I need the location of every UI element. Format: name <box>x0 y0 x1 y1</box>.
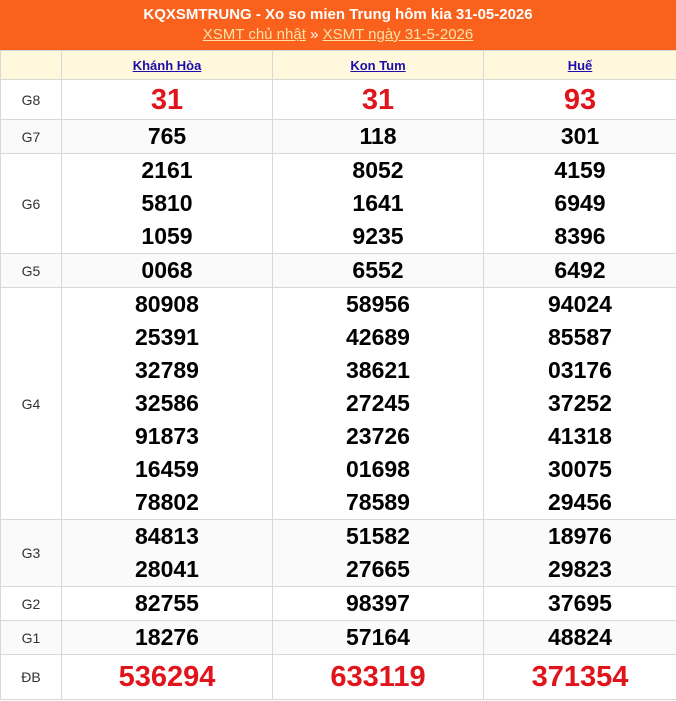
result-number: 94024 <box>548 291 612 317</box>
result-cell-hue <box>484 621 676 655</box>
result-number: 37252 <box>548 390 612 416</box>
result-cell-hue <box>484 120 676 154</box>
result-cell-khanh-hoa <box>62 655 273 700</box>
result-number: 51582 <box>346 523 410 549</box>
result-number: 5810 <box>141 190 193 216</box>
result-number: 4159 <box>554 157 606 183</box>
result-cell-khanh-hoa <box>62 587 273 621</box>
result-number: 27665 <box>346 556 410 582</box>
result-number: 31 <box>361 83 395 116</box>
result-number: 2161 <box>141 157 193 183</box>
result-cell-hue <box>484 655 676 700</box>
results-table <box>0 50 676 700</box>
result-number: 16459 <box>135 456 199 482</box>
prize-table-body <box>1 80 676 700</box>
result-number: 27245 <box>346 390 410 416</box>
result-cell-khanh-hoa <box>62 621 273 655</box>
result-cell-khanh-hoa <box>62 154 273 254</box>
result-number: 91873 <box>135 423 199 449</box>
province-link-kon-tum[interactable]: Kon Tum <box>350 57 406 73</box>
header-cell-hue <box>484 51 676 80</box>
prize-row-đb <box>1 655 676 700</box>
result-number: 01698 <box>346 456 410 482</box>
results-header <box>0 0 676 50</box>
prize-label: G6 <box>1 154 62 254</box>
result-cell-khanh-hoa <box>62 254 273 288</box>
result-number: 18976 <box>548 523 612 549</box>
result-number: 18276 <box>135 624 199 650</box>
result-cell-kon-tum <box>273 254 484 288</box>
result-cell-hue <box>484 520 676 587</box>
result-number: 118 <box>359 123 397 149</box>
result-cell-hue <box>484 80 676 120</box>
prize-row-g6 <box>1 154 676 254</box>
result-number: 371354 <box>531 661 629 693</box>
header-cell-kon-tum <box>273 51 484 80</box>
result-number: 765 <box>147 123 187 149</box>
prize-label: ĐB <box>1 655 62 700</box>
result-number: 58956 <box>346 291 410 317</box>
result-number: 85587 <box>548 324 612 350</box>
result-number: 42689 <box>346 324 410 350</box>
result-cell-kon-tum <box>273 80 484 120</box>
prize-row-g5 <box>1 254 676 288</box>
table-header-row <box>1 51 676 80</box>
result-number: 29456 <box>548 489 612 515</box>
result-cell-khanh-hoa <box>62 520 273 587</box>
result-number: 9235 <box>352 223 404 249</box>
result-number: 6552 <box>352 257 404 283</box>
prize-label: G2 <box>1 587 62 621</box>
result-number: 6492 <box>554 257 606 283</box>
result-number: 8052 <box>352 157 404 183</box>
result-cell-hue <box>484 587 676 621</box>
prize-label: G5 <box>1 254 62 288</box>
xsmt-weekday-link[interactable]: XSMT chủ nhật <box>202 26 306 43</box>
result-cell-hue <box>484 154 676 254</box>
result-number: 536294 <box>118 661 216 693</box>
result-number: 57164 <box>346 624 410 650</box>
prize-row-g2 <box>1 587 676 621</box>
result-number: 41318 <box>548 423 612 449</box>
result-cell-kon-tum <box>273 154 484 254</box>
result-number: 32789 <box>135 357 199 383</box>
province-link-hue[interactable]: Huế <box>567 57 593 73</box>
prize-label: G4 <box>1 288 62 520</box>
prize-row-g7 <box>1 120 676 154</box>
prize-row-g1 <box>1 621 676 655</box>
xsmt-date-link[interactable]: XSMT ngày 31-5-2026 <box>322 26 474 43</box>
result-number: 82755 <box>135 590 199 616</box>
result-number: 38621 <box>346 357 410 383</box>
result-number: 93 <box>563 83 597 116</box>
result-cell-kon-tum <box>273 120 484 154</box>
result-cell-kon-tum <box>273 587 484 621</box>
result-number: 25391 <box>135 324 199 350</box>
result-number: 30075 <box>548 456 612 482</box>
result-number: 29823 <box>548 556 612 582</box>
breadcrumb <box>0 25 676 45</box>
result-cell-kon-tum <box>273 621 484 655</box>
result-number: 32586 <box>135 390 199 416</box>
result-number: 301 <box>560 123 600 149</box>
result-number: 80908 <box>135 291 199 317</box>
prize-row-g8 <box>1 80 676 120</box>
result-number: 37695 <box>548 590 612 616</box>
result-number: 84813 <box>135 523 199 549</box>
result-cell-kon-tum <box>273 520 484 587</box>
result-number: 31 <box>150 83 184 116</box>
prize-label: G1 <box>1 621 62 655</box>
result-number: 98397 <box>346 590 410 616</box>
result-number: 633119 <box>330 661 426 693</box>
result-cell-khanh-hoa <box>62 80 273 120</box>
result-number: 78589 <box>346 489 410 515</box>
result-number: 8396 <box>554 223 606 249</box>
result-number: 23726 <box>346 423 410 449</box>
header-cell-khanh-hoa <box>62 51 273 80</box>
result-cell-khanh-hoa <box>62 120 273 154</box>
prize-label: G7 <box>1 120 62 154</box>
result-number: 6949 <box>554 190 606 216</box>
result-number: 78802 <box>135 489 199 515</box>
result-cell-kon-tum <box>273 655 484 700</box>
prize-label: G3 <box>1 520 62 587</box>
result-number: 1641 <box>352 190 404 216</box>
prize-row-g3 <box>1 520 676 587</box>
result-number: 28041 <box>135 556 199 582</box>
result-cell-hue <box>484 254 676 288</box>
prize-row-g4 <box>1 288 676 520</box>
result-cell-hue <box>484 288 676 520</box>
prize-label: G8 <box>1 80 62 120</box>
result-number: 1059 <box>141 223 193 249</box>
page-title: KQXSMTRUNG - Xo so mien Trung hôm kia 31-05-2026 <box>143 6 533 23</box>
result-cell-khanh-hoa <box>62 288 273 520</box>
result-number: 0068 <box>141 257 193 283</box>
result-number: 48824 <box>548 624 612 650</box>
header-corner-cell <box>1 51 62 80</box>
result-number: 03176 <box>548 357 612 383</box>
result-cell-kon-tum <box>273 288 484 520</box>
breadcrumb-separator: » <box>310 26 319 43</box>
province-link-khanh-hoa[interactable]: Khánh Hòa <box>132 57 202 73</box>
